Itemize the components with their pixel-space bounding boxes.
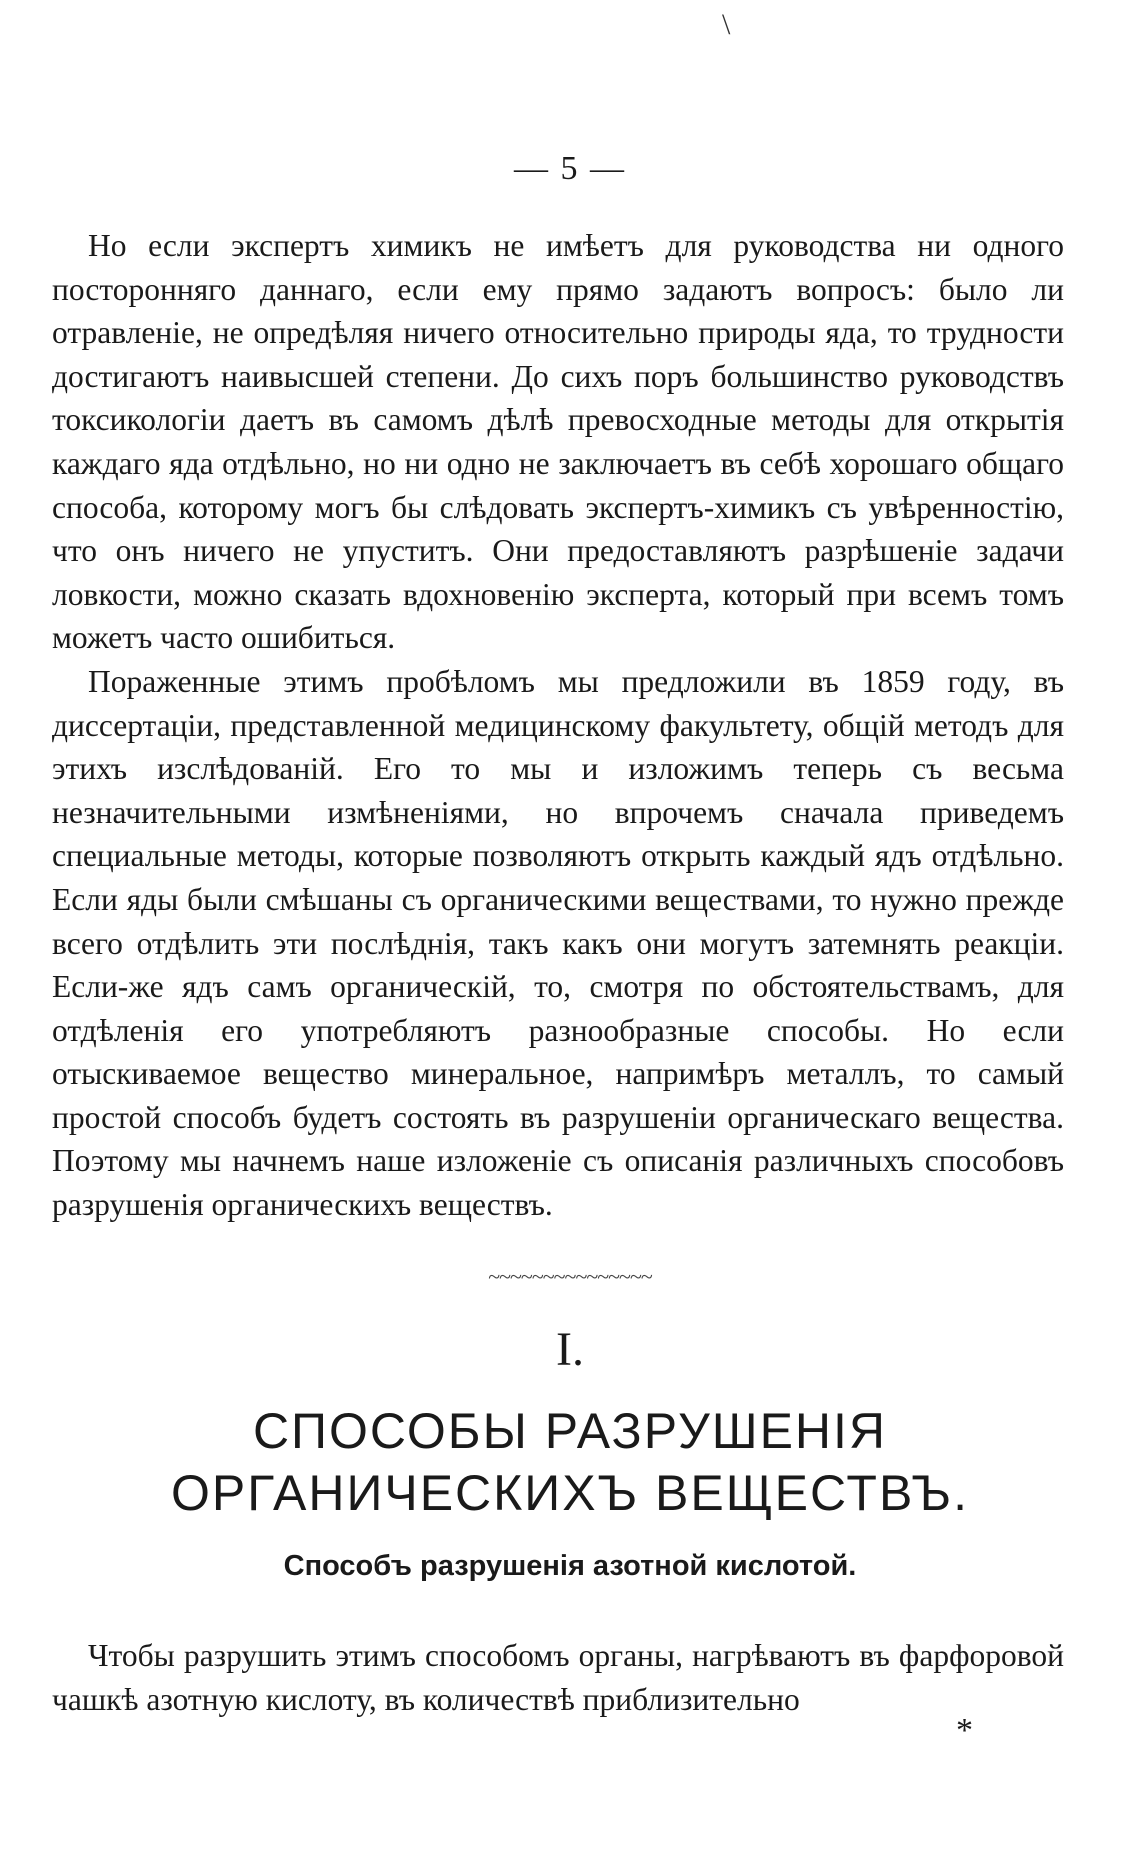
ornament-divider: ~~~~~~~~~~~~~~~ [488, 1264, 652, 1289]
method-text [52, 1634, 1064, 1721]
page-number: — 5 — [514, 150, 626, 187]
section-number: I. [556, 1323, 584, 1376]
paragraph-2: Пораженные этимъ пробѣломъ мы предложили въ 1859 году, въ диссертаціи, представленной медицинскому факультету, общій методъ для этихъ изслѣдованій. Его то мы и изложимъ теперь съ весьма незначительными измѣненіями, но впрочемъ сначала приведемъ специальные методы, которые позволяютъ открыть каждый ядъ отдѣльно. Если яды были смѣшаны съ органическими веществами, то нужно прежде всего отдѣлить эти послѣднія, такъ какъ они могутъ затемнять реакціи. Если-же ядъ самъ органическій, то, смотря по обстоятельствамъ, для отдѣленія его употребляютъ разнообразные способы. Но если отыскиваемое вещество минеральное, напримѣръ металлъ, то самый простой способъ будетъ состоять въ разрушеніи органическаго вещества. Поэтому мы начнемъ наше изложеніе съ описанія различныхъ способовъ разрушенія органическихъ веществъ. [52, 663, 1064, 1223]
subsection-title: Способъ разрушенія азотной кислотой. [283, 1550, 857, 1582]
section-title: СПОСОБЫ РАЗРУШЕНІЯ ОРГАНИЧЕСКИХЪ ВЕЩЕСТВЪ. [171, 1403, 969, 1521]
paragraph-method: Чтобы разрушить этимъ способомъ органы, нагрѣваютъ въ фарфоровой чашкѣ азотную кислоту, въ количествѣ приблизительно [52, 1638, 1064, 1717]
paragraph-1: Но если экспертъ химикъ не имѣетъ для руководства ни одного посторонняго даннаго, если ему прямо задаютъ вопросъ: было ли отравленіе, не опредѣляя ничего относительно природы яда, то трудности достигаютъ наивысшей степени. До сихъ поръ большинство руководствъ токсикологіи даетъ въ самомъ дѣлѣ превосходные методы для открытія каждаго яда отдѣльно, но ни одно не заключаетъ въ себѣ хорошаго общаго способа, которому могъ бы слѣдовать экспертъ-химикъ съ увѣренностію, что онъ ничего не упуститъ. Они предоставляютъ разрѣшеніе задачи ловкости, можно сказать вдохновенію эксперта, который при всемъ томъ можетъ часто ошибиться. [52, 228, 1064, 656]
intro-text [52, 224, 1064, 1227]
stray-mark: \ [722, 8, 731, 41]
footnote-marker: * [956, 1712, 973, 1749]
